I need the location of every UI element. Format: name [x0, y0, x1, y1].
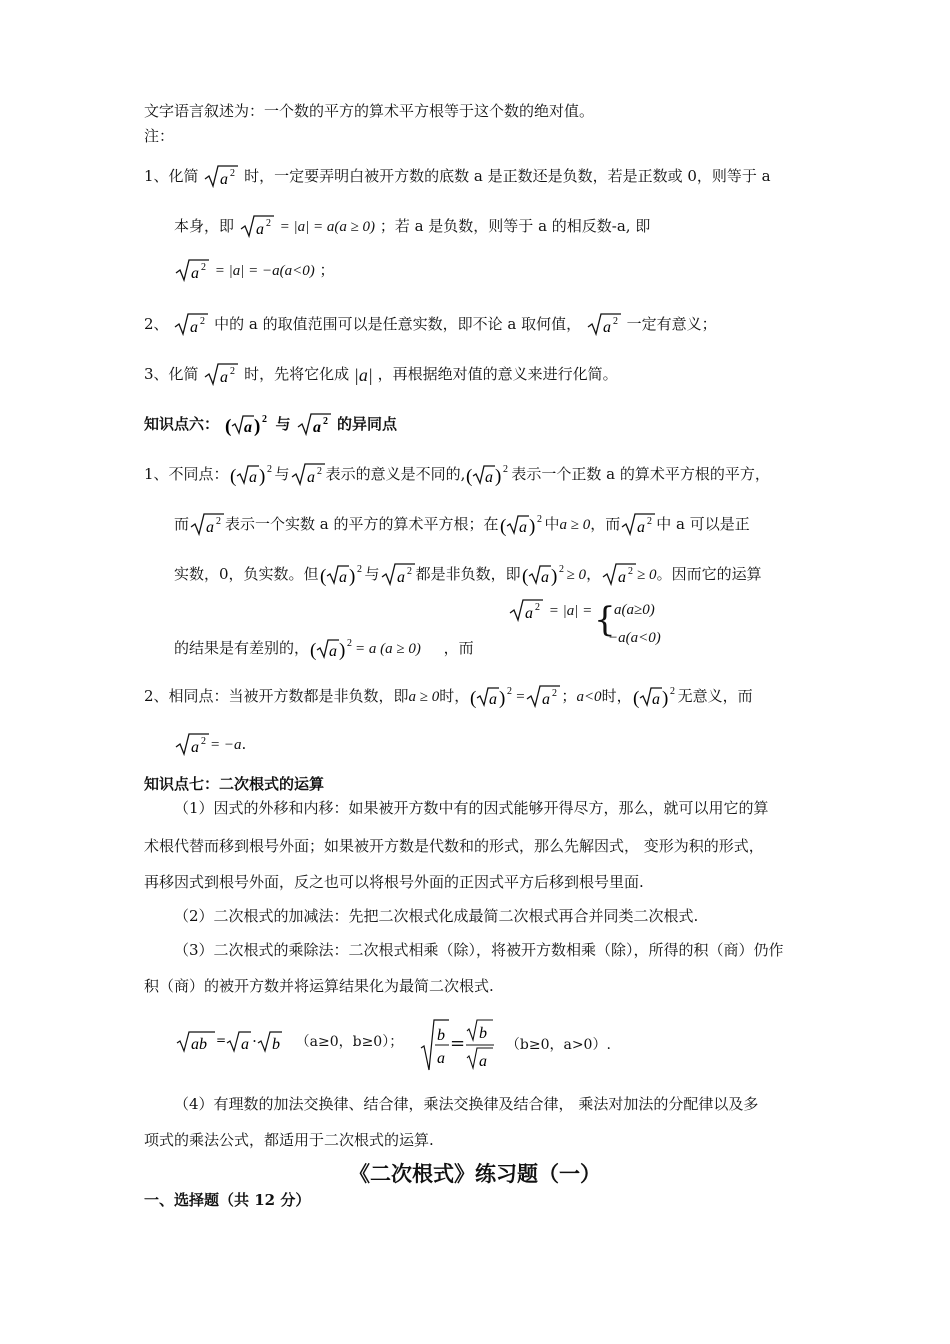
- sqrt-a-paren-squared-formula: [469, 684, 515, 710]
- point-6-same-line-2: [174, 732, 246, 758]
- sqrt-a-squared-formula: [296, 412, 332, 438]
- diff-text-7: 。因而它的运算: [656, 565, 762, 583]
- point-6-diff-line-4: [174, 636, 474, 662]
- svg-text:2: 2: [536, 514, 542, 525]
- point-6-heading-end: 的异同点: [336, 415, 397, 433]
- svg-text:a: a: [190, 319, 199, 336]
- point-7-p1-line-2: 术根代替而移到根号外面；如果被开方数是代数和的形式，那么先解因式， 变形为积的形式，: [144, 837, 764, 855]
- svg-text:2: 2: [558, 564, 564, 575]
- svg-text:): ): [499, 688, 506, 709]
- svg-text:2: 2: [266, 464, 272, 475]
- svg-text:a: a: [312, 419, 321, 436]
- note-1-semicolon: ；: [319, 261, 335, 279]
- sqrt-a-paren-squared-formula: [499, 512, 545, 538]
- sqrt-a-paren-squared-formula: [465, 462, 511, 488]
- point-6-diff-line-2: [174, 512, 750, 538]
- svg-text:): ): [528, 516, 535, 537]
- svg-text:(: (: [225, 416, 232, 437]
- sqrt-a-squared-formula: [189, 512, 225, 538]
- point-6-same-line-1: [144, 684, 753, 710]
- sqrt-a-squared-formula: [601, 562, 637, 588]
- note-1-text-3: ；若 a 是负数，则等于 a 的相反数-a, 即: [379, 217, 651, 235]
- svg-text:a: a: [525, 605, 533, 622]
- svg-text:(: (: [229, 466, 236, 487]
- sqrt-a-paren-squared-formula: [309, 636, 355, 662]
- note-2-prefix: 2、: [144, 315, 169, 333]
- diff-er-3: ，而: [443, 639, 474, 657]
- svg-text:a: a: [338, 569, 347, 586]
- svg-text:a: a: [637, 519, 646, 536]
- svg-text:ab: ab: [191, 1036, 207, 1053]
- point-7-p1-line-3: 再移因式到根号外面，反之也可以将根号外面的正因式平方后移到根号里面.: [144, 873, 644, 891]
- svg-text:2: 2: [406, 566, 412, 577]
- product-rule-formula: [176, 1030, 403, 1054]
- svg-text:a: a: [329, 643, 338, 660]
- same-text-2: 无意义，而: [677, 687, 753, 705]
- sqrt-ab: [176, 1030, 216, 1054]
- abs-a-formula: |a|: [353, 365, 373, 385]
- svg-text:a: a: [651, 691, 660, 708]
- section-heading-choice: 一、选择题（共 12 分）: [144, 1191, 311, 1209]
- sqrt-b-over-a: [420, 1018, 450, 1072]
- sqrt-a-squared-formula: [203, 164, 239, 190]
- svg-text:): ): [258, 466, 265, 487]
- abs-formula-negative: = |a| = −a(a<0): [214, 263, 315, 279]
- piecewise-formula: [508, 598, 592, 624]
- svg-text:(: (: [499, 516, 506, 537]
- svg-text:a: a: [244, 419, 253, 436]
- quotient-condition: （b≥0，a>0）.: [505, 1037, 611, 1053]
- same-cond-2: a<0: [576, 689, 602, 705]
- svg-text:2: 2: [201, 262, 206, 273]
- svg-text:2: 2: [647, 516, 653, 527]
- svg-text:2: 2: [628, 566, 634, 577]
- point-7-p4-line-1: （4）有理数的加法交换律、结合律，乘法交换律及结合律， 乘法对加法的分配律以及多: [174, 1095, 759, 1113]
- note-3-text: 时，先将它化成: [244, 365, 350, 383]
- svg-text:a: a: [542, 691, 551, 708]
- piecewise-case-2: −a(a<0): [608, 630, 661, 646]
- svg-text:): ): [661, 688, 668, 709]
- note-3-line: [144, 362, 618, 388]
- same-text: 2、相同点：当被开方数都是非负数，即: [144, 687, 409, 705]
- diff-and-2: 与: [364, 565, 380, 583]
- svg-text:2: 2: [612, 316, 618, 327]
- svg-text:a: a: [191, 265, 199, 282]
- svg-text:a: a: [518, 519, 527, 536]
- intro-line-1: 文字语言叙述为：一个数的平方的算术平方根等于这个数的绝对值。: [144, 102, 595, 120]
- diff-text-2: 表示一个正数 a 的算术平方根的平方，: [511, 465, 770, 483]
- sqrt-a-paren-squared-formula: [521, 562, 567, 588]
- condition-a-nonneg: a ≥ 0: [559, 517, 591, 533]
- svg-text:2: 2: [669, 686, 675, 697]
- point-7-p3-line-2: 积（商）的被开方数并将运算结果化为最简二次根式.: [144, 977, 494, 995]
- diff-text-6: 都是非负数，即: [415, 565, 521, 583]
- diff-text: 表示的意义是不同的,: [325, 465, 466, 483]
- quotient-rule-formula: [420, 1018, 611, 1072]
- svg-text:2: 2: [552, 688, 558, 699]
- svg-text:): ): [254, 416, 261, 437]
- svg-text:2: 2: [262, 414, 268, 425]
- same-formula-neg: = −a: [210, 737, 242, 753]
- point-7-p1-line-1: （1）因式的外移和内移：如果被开方数中有的因式能够开得尽方，那么，就可以用它的算: [174, 799, 769, 817]
- svg-text:b: b: [479, 1025, 488, 1042]
- svg-text:a: a: [479, 1053, 488, 1070]
- same-period: .: [241, 735, 247, 753]
- note-3-prefix: 3、化简: [144, 365, 199, 383]
- svg-text:(: (: [466, 466, 473, 487]
- brace-symbol: {: [594, 600, 616, 640]
- abs-formula-positive: = |a| = a(a ≥ 0): [279, 219, 376, 235]
- note-1-prefix: 1、化简: [144, 167, 199, 185]
- svg-text:2: 2: [347, 638, 353, 649]
- note-2-text: 中的 a 的取值范围可以是任意实数，即不论 a 取何值，: [214, 315, 582, 333]
- svg-text:a: a: [489, 691, 498, 708]
- point-7-p2: （2）二次根式的加减法：先把二次根式化成最简二次根式再合并同类二次根式.: [174, 907, 699, 925]
- sqrt-b-over-sqrt-a: [465, 1018, 495, 1072]
- svg-text:2: 2: [216, 516, 222, 527]
- quotient-eq: =: [450, 1033, 466, 1054]
- svg-text:a: a: [241, 1036, 250, 1053]
- svg-text:a: a: [618, 569, 627, 586]
- point-7-p4-line-2: 项式的乘法公式，都适用于二次根式的运算.: [144, 1131, 434, 1149]
- note-3-text-end: ，再根据绝对值的意义来进行化简。: [377, 365, 618, 383]
- same-shi: 时，: [439, 687, 470, 705]
- note-1-line-2: [174, 214, 650, 240]
- svg-text:a: a: [248, 469, 257, 486]
- sqrt-a-paren-squared-formula: [229, 462, 275, 488]
- exercise-title: 《二次根式》练习题（一）: [349, 1161, 601, 1186]
- svg-text:a: a: [220, 369, 229, 386]
- sqrt-a-paren-squared-formula: [632, 684, 678, 710]
- svg-text:2: 2: [507, 686, 513, 697]
- svg-text:a: a: [437, 1050, 445, 1067]
- product-condition: （a≥0，b≥0）；: [295, 1034, 404, 1050]
- piecewise-lhs: = |a| =: [548, 603, 593, 619]
- svg-text:a: a: [220, 171, 229, 188]
- sqrt-a-squared-formula: [620, 512, 656, 538]
- sqrt-a-squared-formula: [525, 684, 561, 710]
- sqrt-a-squared-formula: [174, 732, 210, 758]
- diff-text-4: 中 a 可以是正: [656, 515, 750, 533]
- svg-text:(: (: [310, 640, 317, 661]
- same-eq: =: [515, 689, 526, 705]
- sqrt-a: [226, 1030, 252, 1054]
- svg-text:2: 2: [535, 602, 540, 613]
- piecewise-case-1: a(a≥0): [614, 602, 655, 618]
- svg-text:(: (: [319, 566, 326, 587]
- sqrt-a-squared-formula: [586, 312, 622, 338]
- intro-line-2: 注：: [144, 127, 175, 145]
- point-6-heading-label: 知识点六：: [144, 415, 220, 433]
- svg-text:b: b: [271, 1036, 280, 1053]
- svg-text:2: 2: [356, 564, 362, 575]
- diff-er-2: ，而: [590, 515, 621, 533]
- same-cond: a ≥ 0: [408, 689, 440, 705]
- diff-er: 而: [174, 515, 190, 533]
- diff-text-5: 实数，0，负实数。但: [174, 565, 319, 583]
- diff-text-8: 的结果是有差别的，: [174, 639, 310, 657]
- sqrt-a-squared-formula: [290, 462, 326, 488]
- point-6-diff-line-1: [144, 462, 770, 488]
- svg-text:a: a: [485, 469, 494, 486]
- svg-text:): ): [348, 566, 355, 587]
- svg-text:a: a: [191, 739, 199, 756]
- sqrt-a-squared-formula: [239, 214, 275, 240]
- product-dot: ·: [252, 1032, 257, 1050]
- sqrt-b: [257, 1030, 283, 1054]
- note-1-text: 时，一定要弄明白被开方数的底数 a 是正数还是负数，若是正数或 0，则等于 a: [244, 167, 771, 185]
- svg-text:2: 2: [503, 464, 509, 475]
- svg-text:a: a: [255, 221, 264, 238]
- svg-text:2: 2: [230, 168, 236, 179]
- svg-text:b: b: [437, 1027, 445, 1044]
- diff-comma: ，: [586, 565, 602, 583]
- note-2-text-end: 一定有意义；: [626, 315, 717, 333]
- svg-text:2: 2: [322, 416, 328, 427]
- diff-zhong: 中: [544, 515, 560, 533]
- sqrt-a-squared-formula: [174, 258, 210, 284]
- svg-text:): ): [550, 566, 557, 587]
- sqrt-a-paren-squared-formula: [224, 412, 270, 438]
- note-1-line-1: [144, 164, 771, 190]
- nonneg-2: ≥ 0: [637, 567, 657, 583]
- point-7-heading: 知识点七：二次根式的运算: [144, 775, 325, 793]
- svg-text:2: 2: [201, 736, 206, 747]
- svg-text:2: 2: [200, 316, 206, 327]
- diff-and: 与: [274, 465, 290, 483]
- note-1-line-3: [174, 258, 335, 284]
- note-2-line: [144, 312, 717, 338]
- svg-text:a: a: [396, 569, 405, 586]
- svg-text:a: a: [306, 469, 315, 486]
- formula-equal-a: = a (a ≥ 0): [355, 641, 421, 657]
- same-semi: ；: [561, 687, 577, 705]
- svg-text:a: a: [602, 319, 611, 336]
- svg-text:): ): [339, 640, 346, 661]
- svg-text:a: a: [540, 569, 549, 586]
- point-6-heading-mid: 与: [275, 415, 291, 433]
- sqrt-a-squared-formula: [203, 362, 239, 388]
- nonneg-1: ≥ 0: [566, 567, 587, 583]
- svg-text:(: (: [521, 566, 528, 587]
- point-6-diff-line-3: [174, 562, 762, 588]
- note-1-text-2: 本身，即: [174, 217, 235, 235]
- point-7-p3-line-1: （3）二次根式的乘除法：二次根式相乘（除），将被开方数相乘（除），所得的积（商）仍作: [174, 941, 784, 959]
- product-eq: =: [216, 1033, 227, 1047]
- sqrt-a-squared-formula: [173, 312, 209, 338]
- svg-text:2: 2: [230, 366, 236, 377]
- svg-text:(: (: [470, 688, 477, 709]
- svg-text:a: a: [206, 519, 215, 536]
- point-6-heading: [144, 412, 397, 438]
- same-shi-2: 时，: [601, 687, 632, 705]
- diff-text-3: 表示一个实数 a 的平方的算术平方根；在: [225, 515, 499, 533]
- diff-prefix: 1、不同点：: [144, 465, 229, 483]
- svg-text:2: 2: [265, 218, 271, 229]
- sqrt-a-squared-formula: [380, 562, 416, 588]
- svg-text:(: (: [632, 688, 639, 709]
- sqrt-a-paren-squared-formula: [319, 562, 365, 588]
- svg-text:2: 2: [316, 466, 322, 477]
- svg-text:): ): [495, 466, 502, 487]
- sqrt-a-squared-formula: [508, 598, 544, 624]
